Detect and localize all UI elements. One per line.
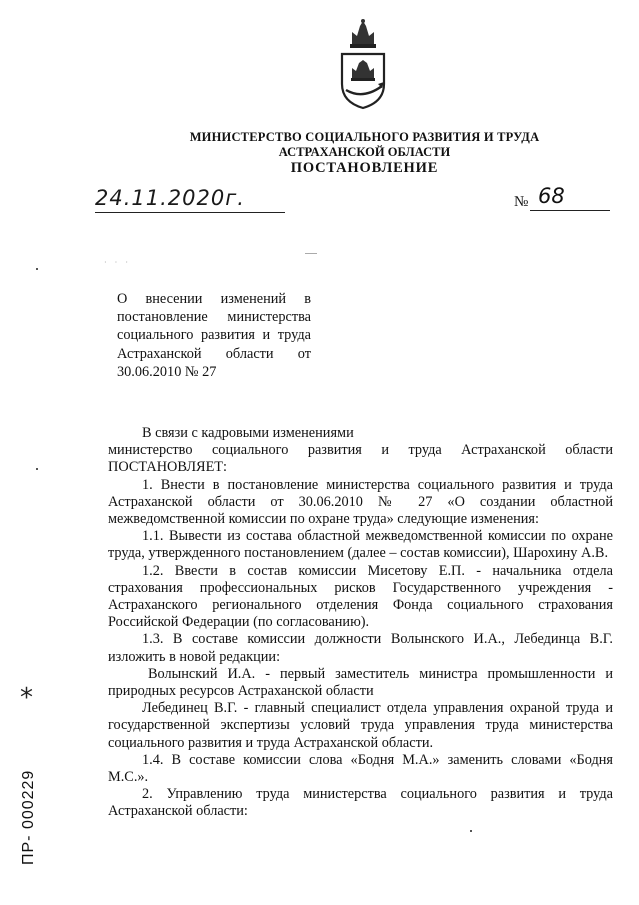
date-underline <box>95 212 285 213</box>
document-type-title: ПОСТАНОВЛЕНИЕ <box>290 160 439 176</box>
region-name: АСТРАХАНСКОЙ ОБЛАСТИ <box>278 145 451 159</box>
document-body <box>108 425 613 821</box>
ministry-name: МИНИСТЕРСТВО СОЦИАЛЬНОГО РАЗВИТИЯ И ТРУДА <box>189 130 540 144</box>
scan-mark <box>470 830 472 832</box>
coat-of-arms-emblem <box>334 18 392 110</box>
body-paragraph: 1. Внести в постановление министерства социального развития и труда Астраханской области от 30.06.2010 № 27 «О создании областной межведомственной комиссии по охране труда» следующие изменения: <box>108 476 613 528</box>
body-paragraph: В связи с кадровыми изменениями <box>142 425 354 441</box>
body-paragraph: министерство социального развития и труда Астраханской области ПОСТАНОВЛЯЕТ: <box>108 442 613 476</box>
number-sign: № <box>514 194 529 210</box>
body-paragraph: 1.1. Вывести из состава областной межведомственной комиссии по охране труда, утвержденного постановлением (далее – состав комиссии), Шарохину А.В. <box>108 528 613 562</box>
scan-mark <box>36 468 38 470</box>
body-paragraph: Лебединец В.Г. - главный специалист отдела управления охраной труда и государственной экспертизы условий труда управления труда министерства социального развития и труда Астраханской области. <box>108 700 613 751</box>
body-paragraph: 2. Управлению труда министерства социального развития и труда Астраханской области: <box>108 786 613 820</box>
body-paragraph: 1.2. Ввести в состав комиссии Мисетову Е.П. - начальника отдела страхования профессиональных рисков Государственного учреждения - Астраханского регионального отделения Фонда социального страхования Российской Федерации (по согласованию). <box>108 562 613 631</box>
scan-mark <box>36 268 38 270</box>
body-paragraph: 1.3. В составе комиссии должности Волынского И.А., Лебединца В.Г. изложить в новой редакции: <box>108 631 613 665</box>
scan-artifact-line <box>305 253 317 254</box>
document-number: 68 <box>538 184 565 208</box>
document-subject: О внесении изменений в постановление министерства социального развития и труда Астраханской области от 30.06.2010 № 27 <box>117 291 311 380</box>
scan-artifact: · · · <box>104 258 131 267</box>
document-date: 24.11.2020г. <box>95 186 245 210</box>
margin-asterisk: * <box>20 683 33 713</box>
body-paragraph: 1.4. В составе комиссии слова «Бодня М.А.» заменить словами «Бодня М.С.». <box>108 751 613 786</box>
number-underline <box>530 210 610 211</box>
body-paragraph: Волынский И.А. - первый заместитель министра промышленности и природных ресурсов Астраханской области <box>108 665 613 700</box>
margin-registration-code: ПР- 000229 <box>20 769 37 865</box>
